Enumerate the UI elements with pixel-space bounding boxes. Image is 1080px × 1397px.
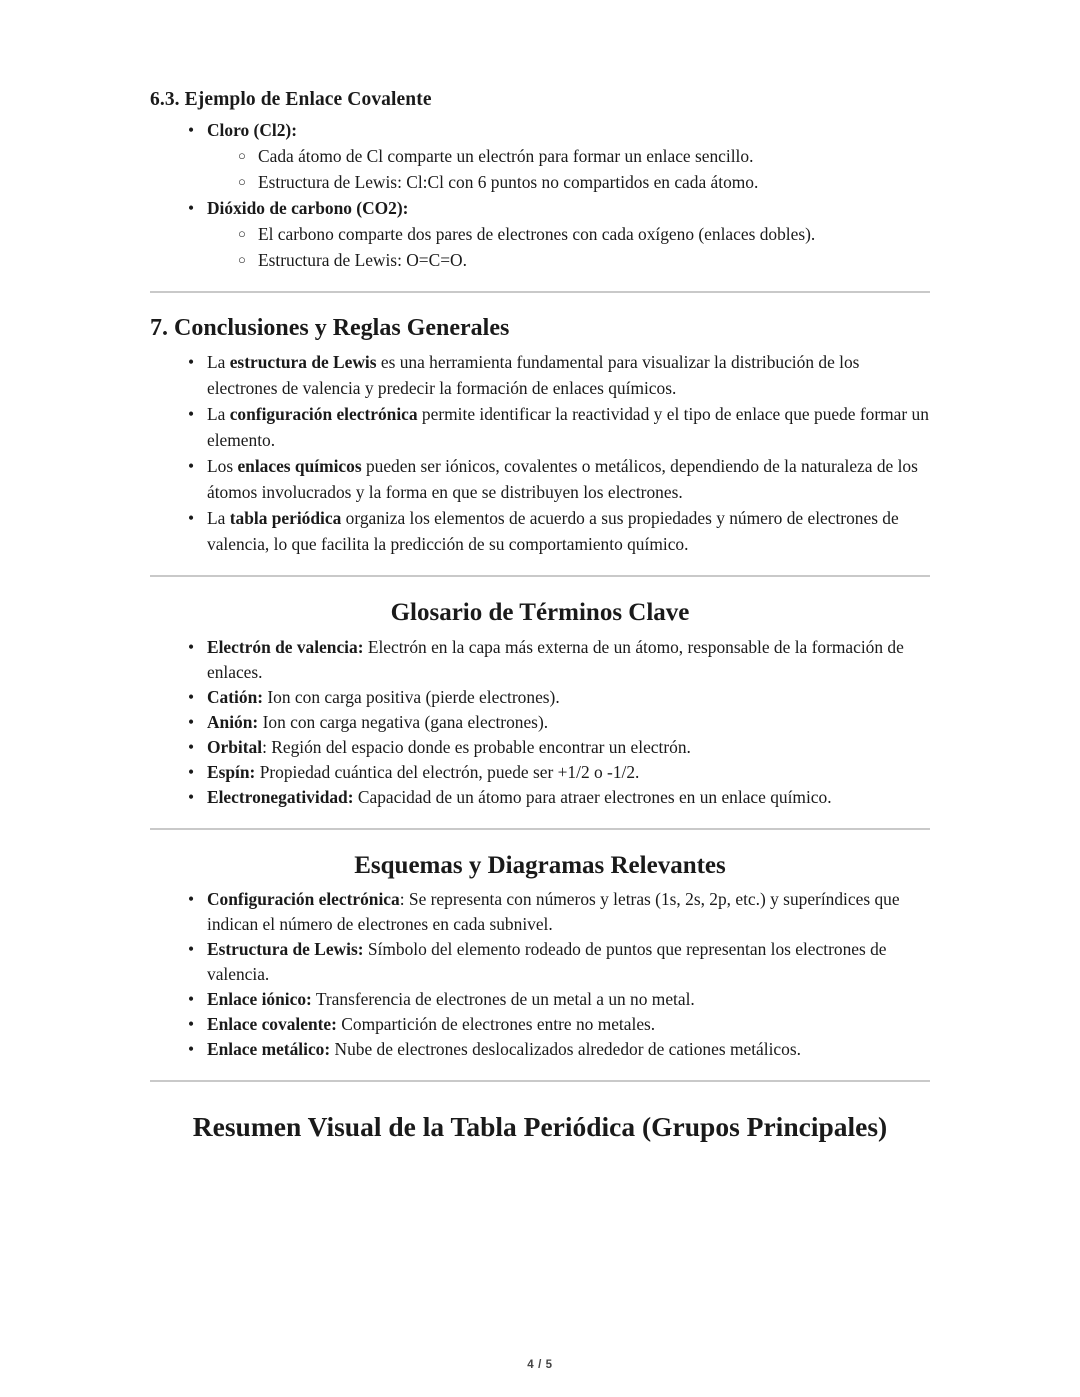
sub-bullet-icon: ○	[238, 174, 246, 190]
bullet-icon: •	[188, 786, 195, 807]
heading-glosario: Glosario de Términos Clave	[390, 599, 690, 627]
list-item-text-pre: Los	[207, 456, 238, 477]
list-item	[150, 349, 930, 401]
sub-bullet-icon: ○	[238, 148, 246, 164]
list-section-7	[150, 349, 930, 557]
list-item-text: Estructura de Lewis: O=C=O.	[258, 250, 467, 271]
scheme-definition: Transferencia de electrones de un metal a un no metal.	[311, 988, 695, 1009]
section-divider	[150, 575, 930, 577]
bullet-icon: •	[188, 120, 195, 141]
scheme-definition: Compartición de electrones entre no metales.	[336, 1013, 656, 1034]
glossary-term: Electronegatividad:	[207, 786, 354, 807]
list-item-text-pre: La	[207, 404, 230, 425]
list-item-text-post: es una herramienta fundamental para visualizar la distribución de los electrones de valencia y predecir la formación de enlaces químicos.	[207, 352, 860, 399]
bullet-icon: •	[188, 1013, 195, 1034]
glossary-term: Catión:	[207, 686, 264, 707]
bullet-icon: •	[188, 456, 195, 477]
glossary-definition: Ion con carga positiva (pierde electrones).	[263, 686, 560, 707]
list-item-text-pre: La	[207, 352, 230, 373]
list-item-text: Estructura de Lewis: Cl:Cl con 6 puntos no compartidos en cada átomo.	[258, 172, 759, 193]
bullet-icon: •	[188, 686, 195, 707]
list-item-text-post: permite identificar la reactividad y el tipo de enlace que puede formar un elemento.	[207, 404, 929, 451]
scheme-term: Estructura de Lewis:	[207, 938, 364, 959]
list-item	[150, 195, 930, 221]
list-item-emphasis: estructura de Lewis	[229, 352, 377, 373]
list-item-label: Dióxido de carbono (CO2):	[207, 198, 409, 219]
page-footer: 4 / 5	[527, 1359, 553, 1371]
glossary-term: Espín:	[207, 761, 256, 782]
heading-6-3: 6.3. Ejemplo de Enlace Covalente	[150, 89, 432, 110]
list-item	[150, 247, 930, 273]
bullet-icon: •	[188, 761, 195, 782]
list-item-text-post: organiza los elementos de acuerdo a sus propiedades y número de electrones de valencia, lo que facilita la predicción de su comportamiento químico.	[207, 508, 899, 555]
glossary-term: Orbital	[207, 736, 263, 757]
bullet-icon: •	[188, 711, 195, 732]
list-item	[150, 221, 930, 247]
list-glosario	[150, 635, 930, 810]
bullet-icon: •	[188, 1038, 195, 1059]
bullet-icon: •	[188, 736, 195, 757]
list-item	[150, 710, 930, 735]
scheme-definition: : Se representa con números y letras (1s, 2s, 2p, etc.) y superíndices que indican el número de electrones en cada subnivel.	[207, 888, 900, 934]
list-item	[150, 169, 930, 195]
scheme-term: Enlace covalente:	[207, 1013, 337, 1034]
glossary-definition: Capacidad de un átomo para atraer electrones en un enlace químico.	[353, 786, 832, 807]
list-item-emphasis: tabla periódica	[229, 508, 342, 529]
list-item	[150, 785, 930, 810]
list-item	[150, 937, 930, 987]
scheme-definition: Símbolo del elemento rodeado de puntos que representan los electrones de valencia.	[207, 938, 887, 984]
glossary-term: Electrón de valencia:	[207, 636, 364, 657]
scheme-term: Enlace metálico:	[207, 1038, 331, 1059]
list-item	[150, 1012, 930, 1037]
list-item	[150, 887, 930, 937]
list-item-text: El carbono comparte dos pares de electrones con cada oxígeno (enlaces dobles).	[258, 224, 816, 245]
scheme-term: Enlace iónico:	[207, 988, 312, 1009]
bullet-icon: •	[188, 352, 195, 373]
list-item	[150, 987, 930, 1012]
list-item-emphasis: configuración electrónica	[229, 404, 418, 425]
list-section-6-3	[150, 117, 930, 273]
list-item-emphasis: enlaces químicos	[237, 456, 362, 477]
heading-esquemas: Esquemas y Diagramas Relevantes	[354, 851, 726, 879]
list-item	[150, 505, 930, 557]
list-item-label: Cloro (Cl2):	[207, 120, 297, 141]
sub-bullet-icon: ○	[238, 252, 246, 268]
bullet-icon: •	[188, 888, 195, 909]
bullet-icon: •	[188, 404, 195, 425]
section-divider	[150, 1080, 930, 1082]
list-item	[150, 760, 930, 785]
heading-resumen: Resumen Visual de la Tabla Periódica (Grupos Principales)	[192, 1110, 888, 1142]
list-item-text-post: pueden ser iónicos, covalentes o metálicos, dependiendo de la naturaleza de los átomos involucrados y la forma en que se distribuyen los electrones.	[207, 456, 918, 503]
list-item-text: Cada átomo de Cl comparte un electrón para formar un enlace sencillo.	[258, 146, 754, 167]
list-item	[150, 685, 930, 710]
list-esquemas	[150, 887, 930, 1062]
heading-7: 7. Conclusiones y Reglas Generales	[150, 315, 510, 342]
section-divider	[150, 828, 930, 830]
glossary-term: Anión:	[207, 711, 259, 732]
list-item	[150, 453, 930, 505]
bullet-icon: •	[188, 636, 195, 657]
bullet-icon: •	[188, 938, 195, 959]
list-item	[150, 117, 930, 143]
list-item	[150, 143, 930, 169]
bullet-icon: •	[188, 508, 195, 529]
list-item	[150, 635, 930, 685]
section-divider	[150, 291, 930, 293]
list-item-text-pre: La	[207, 508, 230, 529]
bullet-icon: •	[188, 988, 195, 1009]
glossary-definition: Ion con carga negativa (gana electrones).	[258, 711, 549, 732]
list-item	[150, 735, 930, 760]
glossary-definition: Propiedad cuántica del electrón, puede ser +1/2 o -1/2.	[255, 761, 640, 782]
glossary-definition: Electrón en la capa más externa de un átomo, responsable de la formación de enlaces.	[207, 636, 904, 682]
list-item	[150, 401, 930, 453]
bullet-icon: •	[188, 198, 195, 219]
scheme-term: Configuración electrónica	[207, 888, 400, 909]
sub-bullet-icon: ○	[238, 226, 246, 242]
glossary-definition: : Región del espacio donde es probable encontrar un electrón.	[262, 736, 691, 757]
scheme-definition: Nube de electrones deslocalizados alrededor de cationes metálicos.	[330, 1038, 801, 1059]
list-item	[150, 1037, 930, 1062]
